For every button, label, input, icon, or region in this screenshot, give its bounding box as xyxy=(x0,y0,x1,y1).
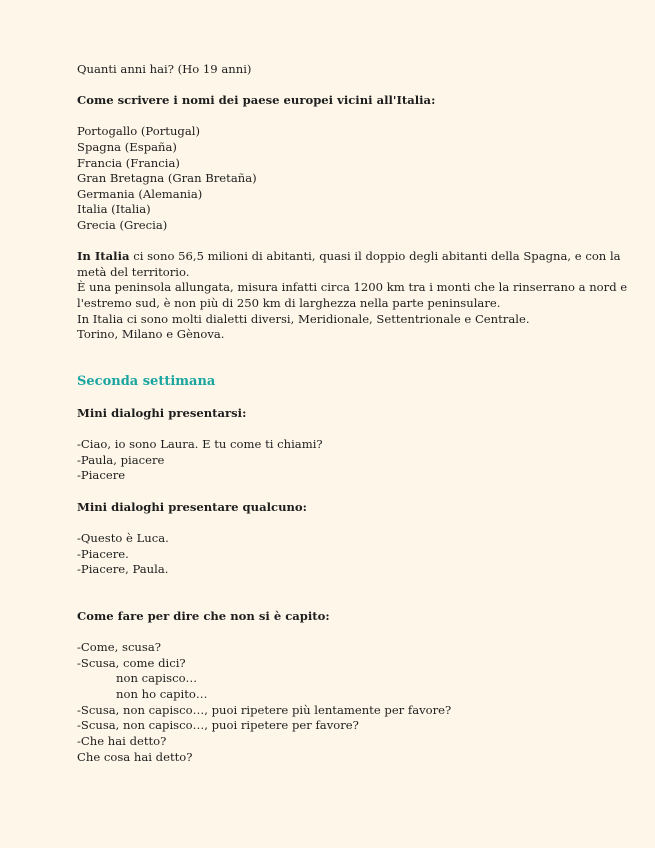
country-item: Portogallo (Portugal) xyxy=(77,124,200,138)
country-item: Francia (Francia) xyxy=(77,156,180,170)
dialog-line: -Piacere, Paula. xyxy=(77,562,169,576)
italy-paragraph-line: È una peninsola allungata, misura infatti circa 1200 km tra i monti che la rinserrano a nord e xyxy=(77,280,628,294)
dialog-line: -Paula, piacere xyxy=(77,453,165,467)
dialog-line: -Scusa, non capisco…, puoi ripetere più lentamente per favore? xyxy=(77,703,452,717)
italy-paragraph-line: metà del territorio. xyxy=(77,265,190,279)
italy-paragraph-line xyxy=(77,249,621,265)
age-line: Quanti anni hai? (Ho 19 anni) xyxy=(77,62,252,76)
country-item: Spagna (España) xyxy=(77,140,177,154)
dialog-line: -Scusa, non capisco…, puoi ripetere per favore? xyxy=(77,718,359,732)
dialog-line: -Ciao, io sono Laura. E tu come ti chiami? xyxy=(77,437,323,451)
dialog-line: -Piacere xyxy=(77,468,126,482)
dialog2-heading: Mini dialoghi presentare qualcuno: xyxy=(77,500,307,514)
country-item: Germania (Alemania) xyxy=(77,187,203,201)
dialog-line: Che cosa hai detto? xyxy=(77,750,193,764)
dialog1-heading: Mini dialoghi presentarsi: xyxy=(77,406,247,420)
dialog-line-indented: non ho capito… xyxy=(116,687,208,701)
country-item: Grecia (Grecia) xyxy=(77,218,168,232)
section-title: Seconda settimana xyxy=(77,374,216,389)
italy-p1-rest: ci sono 56,5 milioni di abitanti, quasi il doppio degli abitanti della Spagna, e con la xyxy=(129,249,621,263)
dialog-line: -Questo è Luca. xyxy=(77,531,169,545)
dialog-line: -Come, scusa? xyxy=(77,640,161,654)
dialog-line-indented: non capisco… xyxy=(116,671,198,685)
italy-paragraph-line: Torino, Milano e Gènova. xyxy=(77,327,225,341)
dialog3-heading: Come fare per dire che non si è capito: xyxy=(77,609,330,623)
dialog-line: -Scusa, come dici? xyxy=(77,656,186,670)
countries-heading: Come scrivere i nomi dei paese europei vicini all'Italia: xyxy=(77,93,436,107)
country-item: Gran Bretagna (Gran Bretaña) xyxy=(77,171,257,185)
country-item: Italia (Italia) xyxy=(77,202,151,216)
dialog-line: -Che hai detto? xyxy=(77,734,167,748)
italy-paragraph-line: In Italia ci sono molti dialetti diversi, Meridionale, Settentrionale e Centrale. xyxy=(77,312,530,326)
dialog-line: -Piacere. xyxy=(77,547,129,561)
italy-paragraph-line: l'estremo sud, è non più di 250 km di larghezza nella parte peninsulare. xyxy=(77,296,501,310)
italy-bold-lead: In Italia xyxy=(77,249,130,263)
